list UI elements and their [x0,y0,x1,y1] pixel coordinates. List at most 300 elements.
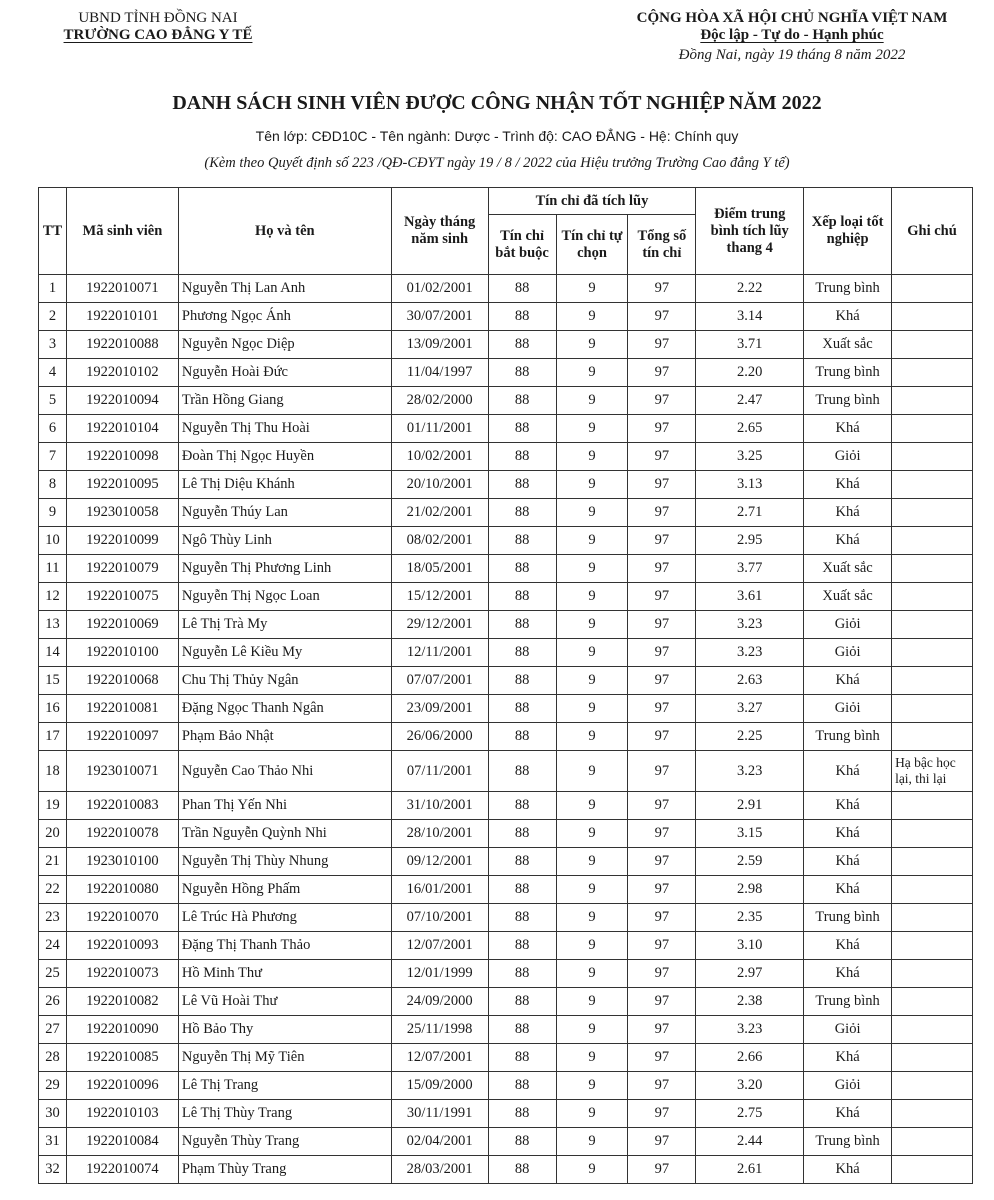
cell-dob: 02/04/2001 [391,1128,488,1156]
cell-tt: 25 [39,960,67,988]
cell-credits-total: 97 [628,611,696,639]
cell-credits-required: 88 [488,751,556,792]
cell-note [892,555,973,583]
cell-classification: Khá [804,471,892,499]
cell-credits-elective: 9 [556,792,628,820]
cell-credits-elective: 9 [556,876,628,904]
cell-credits-required: 88 [488,555,556,583]
cell-credits-required: 88 [488,471,556,499]
cell-full-name: Hồ Bảo Thy [178,1016,391,1044]
cell-gpa: 2.95 [696,527,804,555]
cell-credits-elective: 9 [556,695,628,723]
cell-credits-elective: 9 [556,499,628,527]
cell-credits-total: 97 [628,1100,696,1128]
cell-dob: 24/09/2000 [391,988,488,1016]
cell-credits-required: 88 [488,499,556,527]
cell-student-id: 1922010097 [66,723,178,751]
cell-full-name: Nguyễn Thị Ngọc Loan [178,583,391,611]
cell-note [892,611,973,639]
cell-gpa: 2.25 [696,723,804,751]
cell-credits-required: 88 [488,387,556,415]
cell-note [892,695,973,723]
cell-credits-elective: 9 [556,639,628,667]
cell-student-id: 1922010085 [66,1044,178,1072]
cell-dob: 12/11/2001 [391,639,488,667]
table-row [39,387,973,415]
cell-full-name: Nguyễn Hồng Phấm [178,876,391,904]
cell-gpa: 3.23 [696,1016,804,1044]
cell-note [892,331,973,359]
cell-full-name: Nguyễn Thị Phương Linh [178,555,391,583]
cell-gpa: 2.20 [696,359,804,387]
cell-note [892,723,973,751]
cell-student-id: 1922010098 [66,443,178,471]
class-info: Tên lớp: CĐD10C - Tên ngành: Dược - Trình độ: CAO ĐẲNG - Hệ: Chính quy [255,128,739,144]
cell-full-name: Phạm Bảo Nhật [178,723,391,751]
cell-credits-total: 97 [628,359,696,387]
cell-full-name: Trần Nguyễn Quỳnh Nhi [178,820,391,848]
cell-credits-elective: 9 [556,471,628,499]
table-row [39,1156,973,1184]
cell-dob: 26/06/2000 [391,723,488,751]
cell-gpa: 3.77 [696,555,804,583]
cell-gpa: 3.71 [696,331,804,359]
cell-classification: Khá [804,667,892,695]
cell-note [892,904,973,932]
cell-tt: 32 [39,1156,67,1184]
cell-dob: 30/11/1991 [391,1100,488,1128]
cell-student-id: 1922010104 [66,415,178,443]
cell-student-id: 1922010075 [66,583,178,611]
cell-note [892,1100,973,1128]
table-row [39,876,973,904]
table-row [39,499,973,527]
cell-dob: 15/12/2001 [391,583,488,611]
header-dob: Ngày tháng năm sinh [391,188,488,275]
cell-student-id: 1923010100 [66,848,178,876]
cell-credits-required: 88 [488,960,556,988]
cell-classification: Khá [804,751,892,792]
cell-credits-total: 97 [628,1016,696,1044]
cell-tt: 11 [39,555,67,583]
cell-note [892,527,973,555]
cell-full-name: Đặng Thị Thanh Thảo [178,932,391,960]
cell-tt: 15 [39,667,67,695]
cell-note [892,1016,973,1044]
table-row [39,527,973,555]
cell-credits-total: 97 [628,751,696,792]
cell-credits-required: 88 [488,1016,556,1044]
cell-full-name: Nguyễn Thị Lan Anh [178,275,391,303]
cell-full-name: Nguyễn Thúy Lan [178,499,391,527]
cell-classification: Khá [804,960,892,988]
cell-dob: 07/07/2001 [391,667,488,695]
cell-credits-required: 88 [488,876,556,904]
graduates-table [38,187,973,1184]
cell-full-name: Hồ Minh Thư [178,960,391,988]
cell-credits-required: 88 [488,639,556,667]
cell-classification: Khá [804,527,892,555]
header-credits-total: Tổng số tín chỉ [628,215,696,275]
table-row [39,611,973,639]
cell-classification: Xuất sắc [804,555,892,583]
cell-tt: 21 [39,848,67,876]
cell-tt: 12 [39,583,67,611]
cell-tt: 14 [39,639,67,667]
cell-tt: 28 [39,1044,67,1072]
cell-classification: Khá [804,792,892,820]
cell-dob: 29/12/2001 [391,611,488,639]
cell-dob: 12/01/1999 [391,960,488,988]
cell-full-name: Nguyễn Cao Thảo Nhi [178,751,391,792]
cell-classification: Giỏi [804,1072,892,1100]
cell-credits-required: 88 [488,932,556,960]
cell-gpa: 3.23 [696,611,804,639]
national-header [612,10,972,64]
cell-gpa: 2.44 [696,1128,804,1156]
document-title: DANH SÁCH SINH VIÊN ĐƯỢC CÔNG NHẬN TỐT NGHIỆP NĂM 2022 [172,92,822,114]
cell-student-id: 1922010101 [66,303,178,331]
cell-credits-total: 97 [628,415,696,443]
cell-student-id: 1922010095 [66,471,178,499]
cell-credits-elective: 9 [556,932,628,960]
cell-credits-total: 97 [628,667,696,695]
cell-credits-total: 97 [628,527,696,555]
cell-credits-elective: 9 [556,1156,628,1184]
cell-credits-required: 88 [488,723,556,751]
cell-dob: 16/01/2001 [391,876,488,904]
cell-full-name: Nguyễn Thùy Trang [178,1128,391,1156]
cell-gpa: 2.59 [696,848,804,876]
cell-classification: Trung bình [804,387,892,415]
cell-student-id: 1922010088 [66,331,178,359]
cell-credits-total: 97 [628,555,696,583]
cell-student-id: 1922010074 [66,1156,178,1184]
national-title: CỘNG HÒA XÃ HỘI CHỦ NGHĨA VIỆT NAM [636,10,948,26]
cell-credits-required: 88 [488,667,556,695]
cell-credits-total: 97 [628,876,696,904]
cell-student-id: 1922010079 [66,555,178,583]
cell-gpa: 3.10 [696,932,804,960]
cell-credits-required: 88 [488,848,556,876]
cell-credits-elective: 9 [556,387,628,415]
cell-dob: 08/02/2001 [391,527,488,555]
cell-tt: 23 [39,904,67,932]
cell-student-id: 1922010071 [66,275,178,303]
cell-student-id: 1922010084 [66,1128,178,1156]
cell-credits-required: 88 [488,275,556,303]
cell-tt: 19 [39,792,67,820]
cell-credits-elective: 9 [556,443,628,471]
cell-note [892,932,973,960]
cell-note [892,303,973,331]
cell-credits-required: 88 [488,443,556,471]
header-credits-required: Tín chỉ bắt buộc [488,215,556,275]
cell-credits-elective: 9 [556,275,628,303]
cell-student-id: 1922010080 [66,876,178,904]
cell-tt: 3 [39,331,67,359]
cell-classification: Trung bình [804,359,892,387]
cell-tt: 27 [39,1016,67,1044]
cell-credits-elective: 9 [556,820,628,848]
cell-credits-required: 88 [488,1128,556,1156]
cell-gpa: 3.13 [696,471,804,499]
cell-credits-elective: 9 [556,415,628,443]
cell-note [892,988,973,1016]
cell-classification: Trung bình [804,904,892,932]
cell-gpa: 3.61 [696,583,804,611]
cell-full-name: Trần Hồng Giang [178,387,391,415]
cell-credits-total: 97 [628,723,696,751]
cell-credits-required: 88 [488,1100,556,1128]
cell-note [892,792,973,820]
table-row [39,1100,973,1128]
header-classification: Xếp loại tốt nghiệp [804,188,892,275]
cell-credits-total: 97 [628,904,696,932]
cell-credits-total: 97 [628,331,696,359]
table-row [39,695,973,723]
cell-gpa: 2.66 [696,1044,804,1072]
cell-dob: 07/11/2001 [391,751,488,792]
cell-classification: Trung bình [804,275,892,303]
cell-classification: Khá [804,499,892,527]
table-row [39,443,973,471]
cell-tt: 22 [39,876,67,904]
cell-gpa: 2.71 [696,499,804,527]
cell-credits-total: 97 [628,820,696,848]
cell-credits-elective: 9 [556,723,628,751]
cell-dob: 15/09/2000 [391,1072,488,1100]
cell-credits-total: 97 [628,848,696,876]
cell-dob: 01/02/2001 [391,275,488,303]
cell-classification: Trung bình [804,723,892,751]
cell-full-name: Lê Thị Trà My [178,611,391,639]
cell-credits-elective: 9 [556,848,628,876]
cell-credits-elective: 9 [556,904,628,932]
cell-full-name: Phạm Thùy Trang [178,1156,391,1184]
cell-tt: 4 [39,359,67,387]
table-row [39,583,973,611]
cell-credits-elective: 9 [556,1128,628,1156]
cell-credits-total: 97 [628,471,696,499]
table-row [39,303,973,331]
cell-credits-required: 88 [488,1156,556,1184]
cell-note [892,820,973,848]
cell-tt: 1 [39,275,67,303]
cell-note [892,1072,973,1100]
table-row [39,667,973,695]
header-student-id: Mã sinh viên [66,188,178,275]
cell-gpa: 2.65 [696,415,804,443]
table-row [39,848,973,876]
cell-dob: 28/10/2001 [391,820,488,848]
cell-classification: Xuất sắc [804,331,892,359]
cell-student-id: 1922010082 [66,988,178,1016]
cell-note [892,667,973,695]
cell-gpa: 3.23 [696,751,804,792]
cell-gpa: 2.38 [696,988,804,1016]
cell-gpa: 2.35 [696,904,804,932]
cell-credits-required: 88 [488,904,556,932]
cell-tt: 8 [39,471,67,499]
cell-tt: 26 [39,988,67,1016]
cell-classification: Khá [804,1156,892,1184]
cell-credits-required: 88 [488,988,556,1016]
cell-note [892,387,973,415]
cell-note [892,1156,973,1184]
cell-tt: 20 [39,820,67,848]
cell-student-id: 1922010068 [66,667,178,695]
cell-dob: 11/04/1997 [391,359,488,387]
cell-credits-required: 88 [488,359,556,387]
cell-dob: 12/07/2001 [391,932,488,960]
cell-gpa: 3.23 [696,639,804,667]
cell-note [892,499,973,527]
table-row [39,988,973,1016]
cell-credits-total: 97 [628,1156,696,1184]
cell-student-id: 1922010102 [66,359,178,387]
cell-full-name: Lê Vũ Hoài Thư [178,988,391,1016]
cell-credits-required: 88 [488,583,556,611]
table-row [39,639,973,667]
cell-dob: 23/09/2001 [391,695,488,723]
cell-gpa: 2.61 [696,1156,804,1184]
table-row [39,1128,973,1156]
cell-gpa: 3.27 [696,695,804,723]
table-row [39,415,973,443]
cell-credits-total: 97 [628,1044,696,1072]
issue-date: Đồng Nai, ngày 19 tháng 8 năm 2022 [678,47,906,63]
cell-gpa: 3.20 [696,1072,804,1100]
cell-student-id: 1922010103 [66,1100,178,1128]
table-row [39,1044,973,1072]
table-row [39,723,973,751]
header-gpa: Điểm trung bình tích lũy thang 4 [696,188,804,275]
cell-student-id: 1922010100 [66,639,178,667]
cell-gpa: 2.75 [696,1100,804,1128]
cell-note [892,1128,973,1156]
cell-dob: 18/05/2001 [391,555,488,583]
cell-credits-elective: 9 [556,527,628,555]
cell-full-name: Ngô Thùy Linh [178,527,391,555]
cell-tt: 17 [39,723,67,751]
cell-student-id: 1923010071 [66,751,178,792]
cell-credits-elective: 9 [556,988,628,1016]
cell-student-id: 1922010083 [66,792,178,820]
cell-credits-elective: 9 [556,1100,628,1128]
header-credits-elective: Tín chỉ tự chọn [556,215,628,275]
cell-note [892,443,973,471]
cell-gpa: 3.25 [696,443,804,471]
cell-full-name: Lê Thị Trang [178,1072,391,1100]
table-row [39,555,973,583]
cell-credits-total: 97 [628,275,696,303]
cell-credits-total: 97 [628,695,696,723]
cell-tt: 13 [39,611,67,639]
cell-tt: 31 [39,1128,67,1156]
cell-credits-elective: 9 [556,667,628,695]
cell-tt: 2 [39,303,67,331]
cell-credits-elective: 9 [556,583,628,611]
table-row [39,1016,973,1044]
cell-credits-required: 88 [488,331,556,359]
cell-dob: 21/02/2001 [391,499,488,527]
national-motto: Độc lập - Tự do - Hạnh phúc [700,27,884,43]
cell-tt: 9 [39,499,67,527]
cell-note [892,639,973,667]
cell-tt: 7 [39,443,67,471]
issuer-province: UBND TỈNH ĐỒNG NAI [78,10,238,26]
table-body [39,275,973,1184]
cell-gpa: 2.97 [696,960,804,988]
table-row [39,1072,973,1100]
table-row [39,331,973,359]
cell-full-name: Lê Thị Thùy Trang [178,1100,391,1128]
table-row [39,275,973,303]
table-row [39,359,973,387]
cell-tt: 5 [39,387,67,415]
cell-note [892,876,973,904]
header-note: Ghi chú [892,188,973,275]
cell-credits-elective: 9 [556,960,628,988]
cell-credits-total: 97 [628,792,696,820]
cell-classification: Khá [804,876,892,904]
issuer-school: TRƯỜNG CAO ĐẲNG Y TẾ [63,27,253,43]
cell-classification: Giỏi [804,695,892,723]
cell-full-name: Nguyễn Ngọc Diệp [178,331,391,359]
cell-dob: 07/10/2001 [391,904,488,932]
cell-gpa: 2.98 [696,876,804,904]
cell-dob: 09/12/2001 [391,848,488,876]
cell-credits-elective: 9 [556,303,628,331]
cell-student-id: 1922010099 [66,527,178,555]
cell-full-name: Nguyễn Hoài Đức [178,359,391,387]
cell-student-id: 1923010058 [66,499,178,527]
cell-student-id: 1922010078 [66,820,178,848]
cell-classification: Giỏi [804,611,892,639]
cell-credits-total: 97 [628,988,696,1016]
cell-classification: Trung bình [804,1128,892,1156]
cell-student-id: 1922010094 [66,387,178,415]
cell-classification: Giỏi [804,1016,892,1044]
cell-credits-total: 97 [628,1072,696,1100]
cell-credits-required: 88 [488,611,556,639]
cell-credits-required: 88 [488,303,556,331]
cell-gpa: 2.47 [696,387,804,415]
cell-note [892,359,973,387]
cell-student-id: 1922010096 [66,1072,178,1100]
cell-credits-elective: 9 [556,1016,628,1044]
cell-gpa: 3.15 [696,820,804,848]
cell-credits-total: 97 [628,387,696,415]
cell-student-id: 1922010090 [66,1016,178,1044]
cell-credits-elective: 9 [556,611,628,639]
cell-classification: Khá [804,303,892,331]
cell-full-name: Nguyễn Thị Thu Hoài [178,415,391,443]
cell-full-name: Phan Thị Yến Nhi [178,792,391,820]
cell-full-name: Nguyễn Lê Kiều My [178,639,391,667]
cell-credits-total: 97 [628,499,696,527]
cell-credits-required: 88 [488,1044,556,1072]
cell-gpa: 2.91 [696,792,804,820]
cell-gpa: 2.63 [696,667,804,695]
cell-student-id: 1922010070 [66,904,178,932]
cell-student-id: 1922010073 [66,960,178,988]
cell-tt: 24 [39,932,67,960]
cell-gpa: 2.22 [696,275,804,303]
cell-credits-elective: 9 [556,359,628,387]
cell-classification: Khá [804,415,892,443]
